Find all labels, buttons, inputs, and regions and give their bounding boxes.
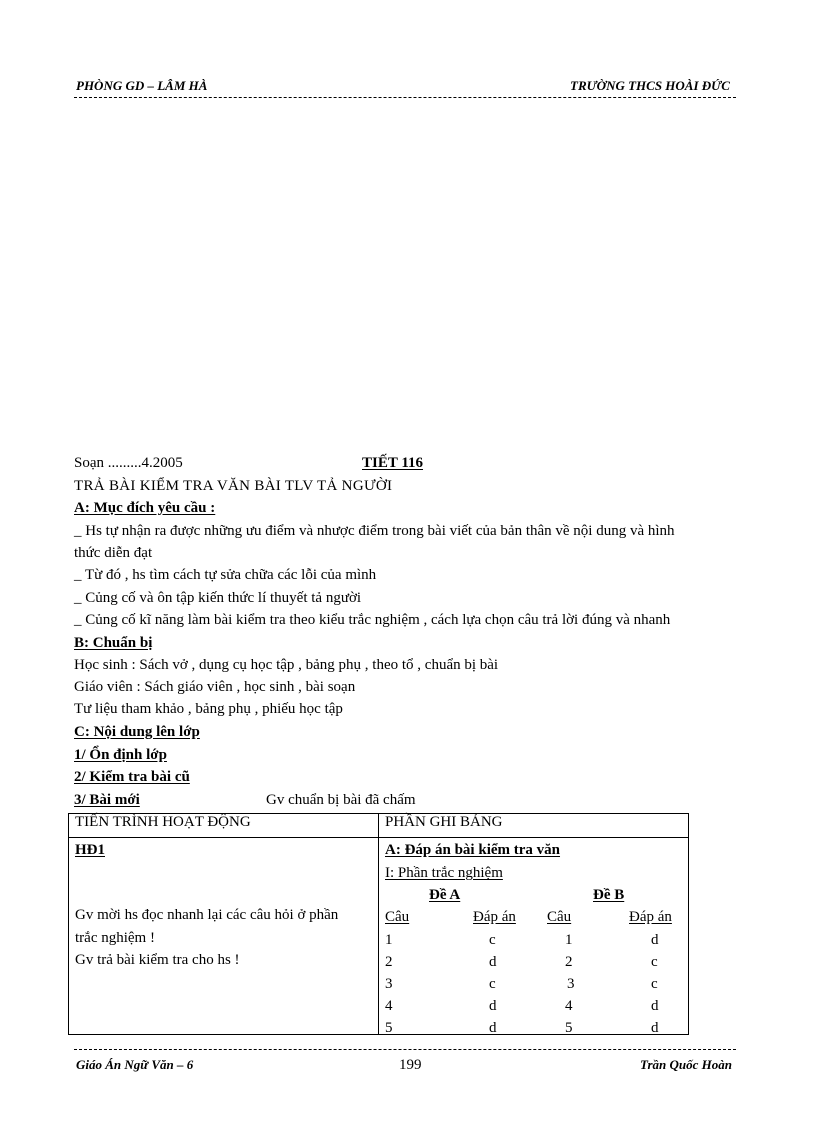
activity-line-1: Gv mời hs đọc nhanh lại các câu hỏi ở phần (75, 907, 339, 923)
de-b-ans3: c (651, 976, 658, 992)
header-right: TRƯỜNG THCS HOÀI ĐỨC (570, 78, 730, 93)
section-b-heading: B: Chuẩn bị (74, 635, 153, 651)
lesson-date: Soạn .........4.2005 (74, 455, 183, 471)
de-b-label: Đề B (593, 887, 625, 903)
section-b-item-1: Học sinh : Sách vở , dụng cụ học tập , bảng phụ , theo tổ , chuẩn bị bài (74, 657, 499, 673)
section-c-item-3-note: Gv chuẩn bị bài đã chấm (266, 792, 416, 808)
footer-left: Giáo Án Ngữ Văn – 6 (76, 1057, 194, 1072)
section-c-heading: C: Nội dung lên lớp (74, 724, 200, 740)
de-a-ans5: d (489, 1020, 497, 1036)
lesson-title: TRẢ BÀI KIỂM TRA VĂN BÀI TLV TẢ NGƯỜI (74, 478, 393, 494)
de-b-q1: 1 (565, 932, 573, 948)
col-header-activities: TIẾN TRÌNH HOẠT ĐỘNG (69, 814, 379, 838)
section-a-item-1: _ Hs tự nhận ra được những ưu điểm và nhược điểm trong bài viết của bản thân về nội dung và hình (74, 523, 675, 539)
activity-line-3: Gv trả bài kiểm tra cho hs ! (75, 952, 240, 968)
de-b-ans1: d (651, 932, 659, 948)
de-a-ans1: c (489, 932, 496, 948)
section-a-heading: A: Mục đích yêu cầu : (74, 500, 216, 516)
de-a-dapan-header: Đáp án (473, 909, 516, 925)
de-b-q5: 5 (565, 1020, 573, 1036)
footer-divider (74, 1049, 736, 1050)
lesson-table (68, 813, 689, 1035)
section-c-item-1: 1/ Ổn định lớp (74, 747, 167, 763)
de-b-q4: 4 (565, 998, 573, 1014)
de-a-ans3: c (489, 976, 496, 992)
section-a-item-2: _ Từ đó , hs tìm cách tự sửa chữa các lỗi của mình (74, 567, 377, 583)
de-b-ans2: c (651, 954, 658, 970)
hd1-label: HĐ1 (75, 842, 105, 858)
de-b-cau-header: Câu (547, 909, 572, 925)
header-left: PHÒNG GD – LÂM HÀ (76, 78, 208, 93)
de-a-q3: 3 (385, 976, 393, 992)
page-number: 199 (399, 1057, 422, 1073)
de-b-q2: 2 (565, 954, 573, 970)
de-a-label: Đề A (429, 887, 461, 903)
de-b-q3: 3 (567, 976, 575, 992)
header-divider (74, 97, 736, 98)
section-c-item-2: 2/ Kiểm tra bài cũ (74, 769, 190, 785)
section-b-item-2: Giáo viên : Sách giáo viên , học sinh , bài soạn (74, 679, 356, 695)
de-a-cau-header: Câu (385, 909, 410, 925)
board-cell (379, 838, 689, 1035)
multiple-choice-heading: I: Phần trắc nghiệm (385, 865, 503, 881)
answer-key-title: A: Đáp án bài kiểm tra văn (385, 842, 561, 858)
activity-line-2: trắc nghiệm ! (75, 930, 155, 946)
de-a-q4: 4 (385, 998, 393, 1014)
lesson-period: TIẾT 116 (362, 455, 424, 471)
section-c-item-3: 3/ Bài mới (74, 792, 140, 808)
section-a-item-4: _ Củng cố kĩ năng làm bài kiểm tra theo kiểu trắc nghiệm , cách lựa chọn câu trả lời đúng và nhanh (74, 612, 671, 628)
de-b-dapan-header: Đáp án (629, 909, 672, 925)
de-a-q2: 2 (385, 954, 393, 970)
de-a-ans2: d (489, 954, 497, 970)
de-b-ans5: d (651, 1020, 659, 1036)
col-header-board: PHẦN GHI BẢNG (379, 814, 689, 838)
de-a-q1: 1 (385, 932, 393, 948)
section-a-item-3: _ Củng cố và ôn tập kiến thức lí thuyết tả người (74, 590, 362, 606)
footer-right: Trần Quốc Hoàn (640, 1057, 732, 1072)
section-b-item-3: Tư liệu tham khảo , bảng phụ , phiếu học tập (74, 701, 343, 717)
de-a-q5: 5 (385, 1020, 393, 1036)
activities-cell (69, 838, 379, 1035)
de-b-ans4: d (651, 998, 659, 1014)
de-a-ans4: d (489, 998, 497, 1014)
section-a-item-1-cont: thức diễn đạt (74, 545, 153, 561)
